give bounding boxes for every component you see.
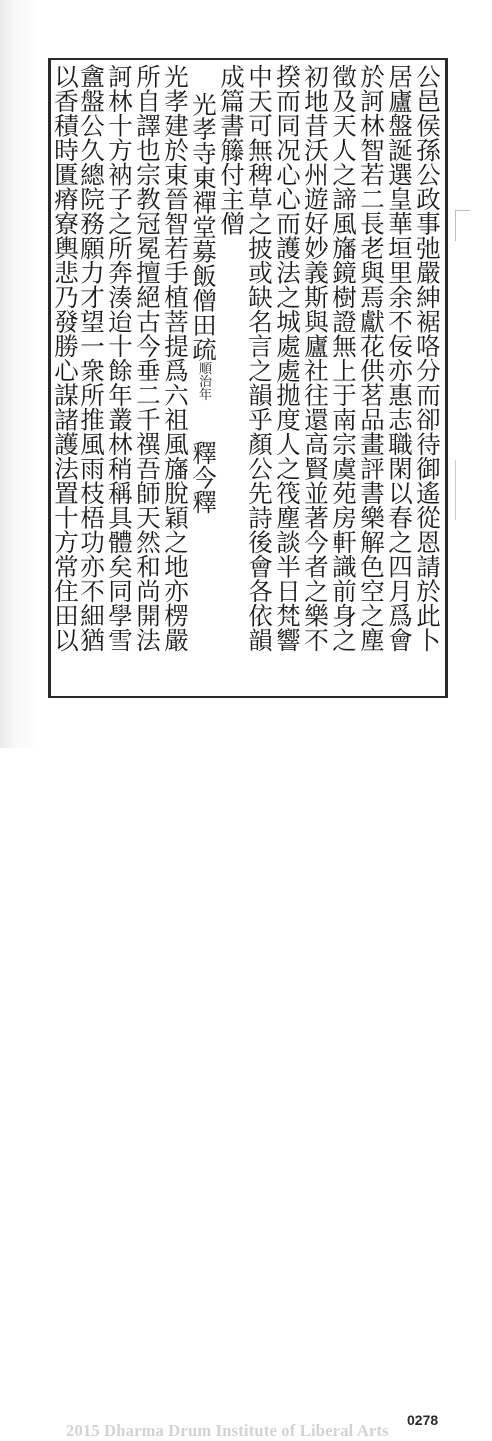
text-block [51, 64, 442, 694]
date-note: 順治年 [196, 361, 211, 401]
text-column: 中天可無稗草之披或缺名言之韻乎顏公先詩後會各依韻 [245, 64, 274, 652]
page-number: 0278 [407, 1412, 439, 1428]
text-column: 於訶林智若二長老與焉獻花供茗品畫評書樂解色空之塵 [357, 64, 386, 652]
text-column: 以香積時匱瘠寮輿悲乃發勝心謀諸護法置十方常住田以 [51, 64, 80, 652]
text-column: 初地昔沃州遊好妙義斯與廬社往還高賢並著今者之樂不 [301, 64, 330, 652]
text-column: 揆而同况心心而護法之城處處拋度人之筏塵談半日梵響 [273, 64, 302, 652]
section-title-column [188, 64, 218, 722]
text-column: 公邑侯孫公政事弛嚴紳裾咯分而卻待御遙從恩請於此卜 [413, 64, 442, 652]
page-footer [0, 710, 492, 1440]
section-title: 光孝寺東禪堂募飯僧田疏 [189, 92, 218, 362]
text-column: 成篇書籐付主僧 [217, 64, 246, 236]
binding-edge-line [455, 460, 470, 520]
author-name: 釋今釋 [189, 440, 218, 514]
text-column: 居廬盤誕選皇華垣里余不佞亦惠志職閑以春之四月爲會 [385, 64, 414, 652]
text-column: 盦盤公久總院務願力才望一衆所推風雨枝梧功亦不細猶 [77, 64, 106, 652]
text-column: 徵及天人之諦風旛鏡樹證無上于南宗虞苑房軒識前身之 [329, 64, 358, 652]
text-column: 所自譯也宗教冠冕擅絕古今垂二千禩吾師天然和尚開法 [133, 64, 162, 652]
text-column: 訶林十方衲子之所奔湊迨十餘年叢林稍稱具體矣同學雪 [105, 64, 134, 652]
binding-edge-mark [455, 210, 470, 241]
text-column: 光孝建於東晉智若手植菩提爲六祖風旛脫穎之地亦楞嚴 [161, 64, 190, 652]
watermark-text: 2015 Dharma Drum Institute of Liberal Arts [66, 1421, 389, 1440]
